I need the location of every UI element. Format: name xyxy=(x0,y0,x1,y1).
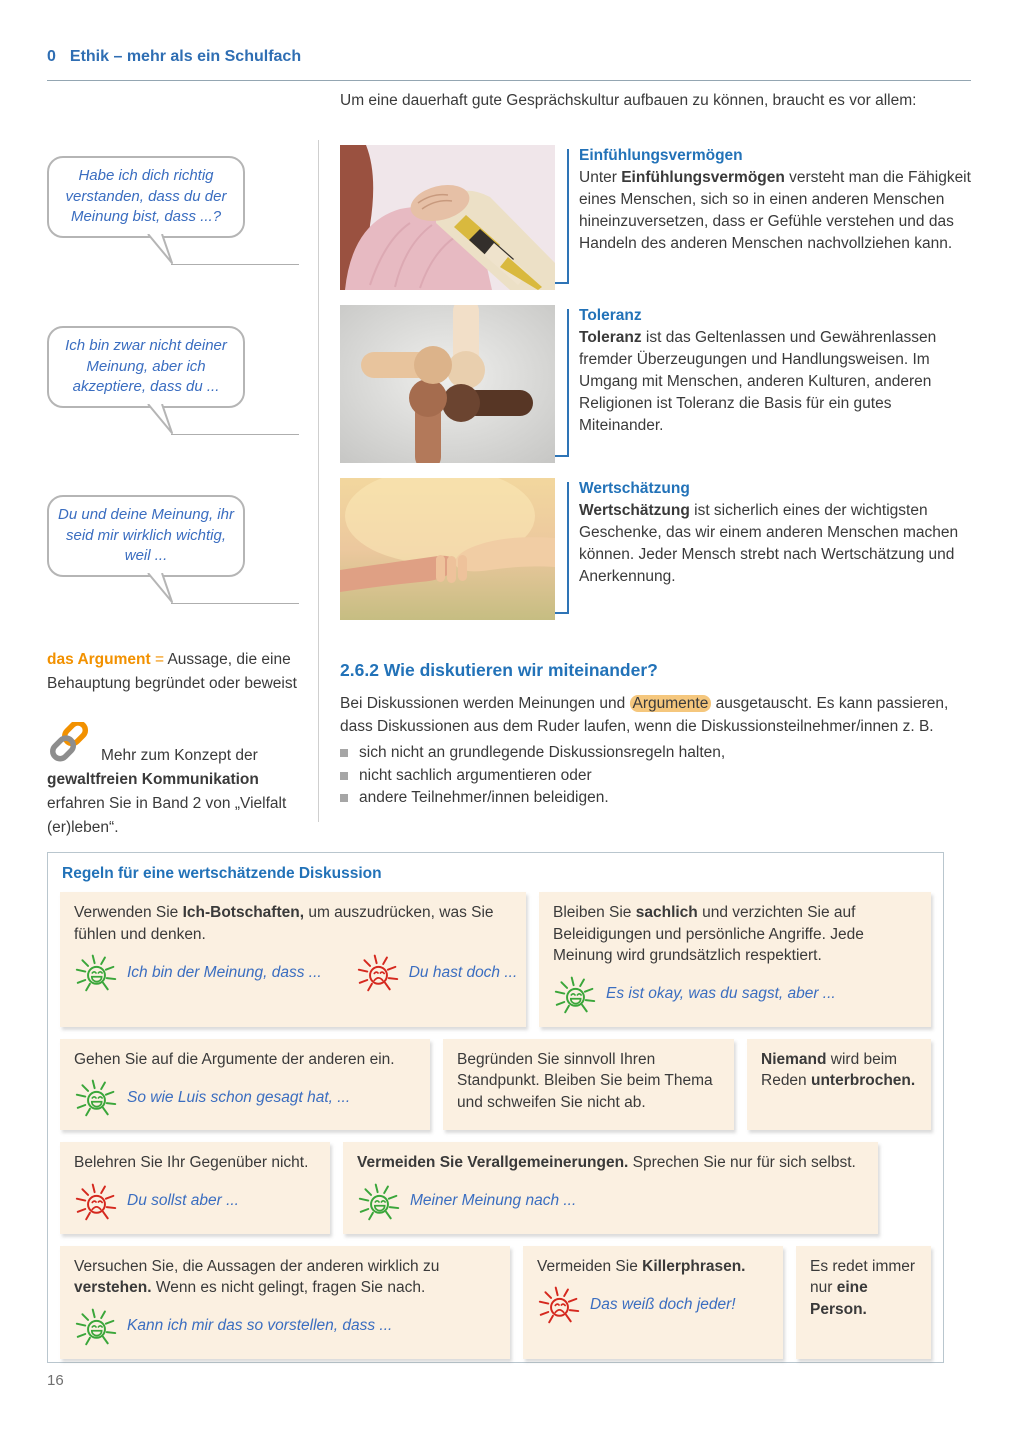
speech-bubble-3-text: Du und deine Meinung, ihr seid mir wirklich wichtig, weil ... xyxy=(58,506,234,564)
sun-sad-icon xyxy=(74,1179,119,1224)
rule-text: Versuchen Sie, die Aussagen der anderen wirklich zu verstehen. Wenn es nicht gelingt, fragen Sie nach. xyxy=(74,1257,440,1296)
example-negative xyxy=(356,950,518,995)
rules-row-2 xyxy=(60,1039,931,1131)
sun-happy-icon xyxy=(74,1075,119,1120)
chapter-number: 0 xyxy=(47,48,56,65)
rules-row-4 xyxy=(60,1246,931,1359)
examples-row xyxy=(74,945,518,995)
concept-empathy-paragraph: Unter Einfühlungsvermögen versteht man die Fähigkeit eines Menschen, sich so in einen anderen Menschen hineinzuversetzen, dass er Gefühle verstehen und das Handeln des anderen Menschen nachvollziehen kann. xyxy=(579,169,971,252)
sun-sad-icon xyxy=(537,1282,582,1327)
rule-card-eine-person xyxy=(796,1246,931,1359)
photo-empathy-hand-on-shoulder xyxy=(340,145,555,290)
rule-text: Bleiben Sie sachlich und verzichten Sie auf Beleidigungen und persönliche Angriffe. Jede Meinung wird grundsätzlich respektiert. xyxy=(553,904,864,964)
rule-text: Niemand wird beim Reden unterbrochen. xyxy=(761,1050,916,1089)
bubble-baseline xyxy=(171,603,299,604)
rules-box-title: Regeln für eine wertschätzende Diskussion xyxy=(62,865,382,882)
margin-link-text: Mehr zum Konzept der gewaltfreien Kommunikation erfahren Sie in Band 2 von „Vielfalt (er)leben“. xyxy=(47,747,287,836)
rule-card-argumente-eingehen xyxy=(60,1039,430,1131)
chapter-header xyxy=(47,48,301,66)
sun-happy-icon xyxy=(74,950,119,995)
bubble-baseline xyxy=(171,264,299,265)
speech-bubble-2-text: Ich bin zwar nicht deiner Meinung, aber ich akzeptiere, dass du ... xyxy=(65,337,227,395)
rules-box xyxy=(47,852,944,1363)
speech-bubble-tail xyxy=(145,404,179,435)
square-bullet-icon xyxy=(340,749,348,757)
page-number: 16 xyxy=(47,1372,64,1389)
concept-tolerance-paragraph: Toleranz ist das Geltenlassen und Gewährenlassen fremder Überzeugungen und Handlungsweisen. Im Umgang mit Menschen, anderen Kulturen, anderen Religionen ist Toleranz die Basis für ein gutes Miteinander. xyxy=(579,329,937,434)
rule-card-killerphrasen xyxy=(523,1246,783,1359)
example-positive xyxy=(74,1075,416,1120)
rule-text: Vermeiden Sie Verallgemeinerungen. Sprechen Sie nur für sich selbst. xyxy=(357,1154,856,1171)
margin-definition-argument: das Argument = Aussage, die eine Behauptung begründet oder beweist xyxy=(47,651,297,692)
rule-card-ich-botschaften xyxy=(60,892,526,1027)
photo-text-bracket xyxy=(555,149,569,284)
example-negative xyxy=(537,1282,769,1327)
sun-happy-icon xyxy=(74,1304,119,1349)
concept-empathy-title: Einfühlungsvermögen xyxy=(579,147,743,164)
photo-tolerance-united-hands xyxy=(340,305,555,463)
rule-text: Es redet immer nur eine Person. xyxy=(810,1257,916,1318)
concept-row-empathy xyxy=(340,145,980,290)
rule-card-verstehen xyxy=(60,1246,510,1359)
sun-happy-icon xyxy=(553,972,598,1017)
example-positive xyxy=(357,1179,864,1224)
example-text: Du sollst aber ... xyxy=(127,1192,239,1210)
concept-row-tolerance xyxy=(340,305,980,463)
bullet-text: sich nicht an grundlegende Diskussionsregeln halten, xyxy=(359,744,726,761)
example-negative xyxy=(74,1179,316,1224)
photo-text-bracket xyxy=(555,309,569,457)
column-divider xyxy=(318,140,319,822)
header-rule xyxy=(47,80,971,81)
rule-text: Vermeiden Sie Killerphrasen. xyxy=(537,1257,746,1275)
example-text: Meiner Meinung nach ... xyxy=(410,1192,577,1210)
margin-link-note xyxy=(47,744,309,840)
photo-text-bracket xyxy=(555,482,569,614)
concept-empathy-text xyxy=(579,145,977,290)
concept-tolerance-title: Toleranz xyxy=(579,307,642,324)
bullet-item xyxy=(340,742,985,765)
example-positive xyxy=(74,1304,496,1349)
bullet-text: nicht sachlich argumentieren oder xyxy=(359,766,592,784)
rule-text: Begründen Sie sinnvoll Ihren Standpunkt. Bleiben Sie beim Thema und schweifen Sie nicht ab. xyxy=(457,1050,713,1111)
rules-row-1 xyxy=(60,892,931,1027)
sun-happy-icon xyxy=(357,1179,402,1224)
rule-card-standpunkt xyxy=(443,1039,734,1131)
section-heading: 2.6.2 Wie diskutieren wir miteinander? xyxy=(340,660,658,680)
speech-bubble-1 xyxy=(47,156,245,238)
speech-bubble-tail xyxy=(145,234,179,265)
sun-sad-icon xyxy=(356,950,401,995)
rule-text: Gehen Sie auf die Argumente der anderen ein. xyxy=(74,1050,395,1068)
section-bullet-list xyxy=(340,742,985,810)
bubble-baseline xyxy=(171,434,299,435)
rule-card-niemand-unterbrochen xyxy=(747,1039,931,1131)
example-positive xyxy=(553,972,917,1017)
photo-appreciation-holding-hands xyxy=(340,478,555,620)
concept-appreciation-title: Wertschätzung xyxy=(579,480,690,497)
speech-bubble-3 xyxy=(47,495,245,577)
concept-row-appreciation xyxy=(340,478,980,620)
speech-bubble-2 xyxy=(47,326,245,408)
example-text: Das weiß doch jeder! xyxy=(590,1295,736,1313)
section-paragraph: Bei Diskussionen werden Meinungen und Argumente ausgetauscht. Es kann passieren, dass Diskussionen aus dem Ruder laufen, wenn die Diskussionsteilnehmer/innen z. B. xyxy=(340,695,949,735)
square-bullet-icon xyxy=(340,772,348,780)
intro-text: Um eine dauerhaft gute Gesprächskultur aufbauen zu können, braucht es vor allem: xyxy=(340,92,917,109)
rule-card-sachlich xyxy=(539,892,931,1027)
bullet-item xyxy=(340,765,985,788)
example-text: So wie Luis schon gesagt hat, ... xyxy=(127,1088,351,1106)
example-positive xyxy=(74,950,322,995)
concept-appreciation-text xyxy=(579,478,977,620)
example-text: Du hast doch ... xyxy=(408,963,518,981)
example-text: Kann ich mir das so vorstellen, dass ... xyxy=(127,1317,393,1335)
rule-card-verallgemeinerungen xyxy=(343,1142,878,1234)
speech-bubble-tail xyxy=(145,573,179,604)
section-2-6-2 xyxy=(340,660,985,810)
example-text: Ich bin der Meinung, dass ... xyxy=(127,963,322,981)
bullet-text: andere Teilnehmer/innen beleidigen. xyxy=(359,789,609,806)
rules-row-3 xyxy=(60,1142,931,1234)
chain-link-icon xyxy=(45,722,93,770)
rule-text: Verwenden Sie Ich-Botschaften, um auszudrücken, was Sie fühlen und denken. xyxy=(74,904,494,943)
chapter-title: Ethik – mehr als ein Schulfach xyxy=(69,48,302,65)
speech-bubble-1-text: Habe ich dich richtig verstanden, dass du der Meinung bist, dass ...? xyxy=(65,167,227,225)
concept-appreciation-paragraph: Wertschätzung ist sicherlich eines der wichtigsten Geschenke, das wir einem anderen Menschen machen können. Jeder Mensch strebt nach Wertschätzung und Anerkennung. xyxy=(579,502,959,585)
rule-text: Belehren Sie Ihr Gegenüber nicht. xyxy=(74,1154,309,1171)
concept-tolerance-text xyxy=(579,305,977,463)
square-bullet-icon xyxy=(340,794,348,802)
rule-card-nicht-belehren xyxy=(60,1142,330,1234)
example-text: Es ist okay, was du sagst, aber ... xyxy=(606,985,836,1003)
bullet-item xyxy=(340,787,985,810)
